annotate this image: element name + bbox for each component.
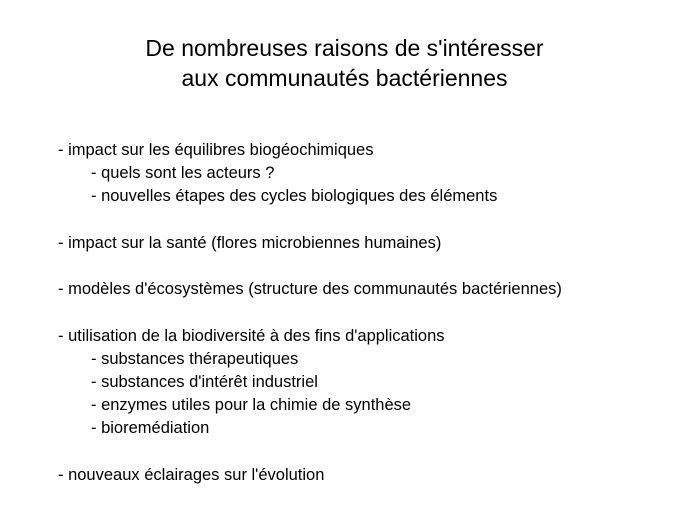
spacer xyxy=(58,440,678,463)
bullet-biodiversity-applications: - utilisation de la biodiversité à des fins d'applications xyxy=(58,326,445,345)
bullet-ecosystem-models: - modèles d'écosystèmes (structure des communautés bactériennes) xyxy=(58,280,562,299)
sub-bullet-industrial-substances: - substances d'intérêt industriel xyxy=(91,372,318,391)
sub-bullet-synthesis-enzymes: - enzymes utiles pour la chimie de synthèse xyxy=(91,396,412,415)
bullet-health-impact: - impact sur la santé (flores microbiennes humaines) xyxy=(58,233,442,252)
sub-bullet-biological-cycles: - nouvelles étapes des cycles biologiques des éléments xyxy=(91,187,498,206)
sub-bullet-actors: - quels sont les acteurs ? xyxy=(91,164,275,183)
sub-bullet-bioremediation: - bioremédiation xyxy=(91,419,210,438)
bullet-evolution-insights: - nouveaux éclairages sur l'évolution xyxy=(58,465,325,484)
title-line-2: aux communautés bactériennes xyxy=(181,65,508,91)
spacer xyxy=(58,301,678,324)
spacer xyxy=(58,209,678,232)
bullet-biogeochemical-impact: - impact sur les équilibres biogéochimiques xyxy=(58,141,374,159)
sub-bullet-therapeutic-substances: - substances thérapeutiques xyxy=(91,349,299,368)
slide-title xyxy=(0,33,689,93)
title-line-1: De nombreuses raisons de s'intéresser xyxy=(145,35,544,61)
spacer xyxy=(58,255,678,278)
slide-body xyxy=(58,139,678,487)
